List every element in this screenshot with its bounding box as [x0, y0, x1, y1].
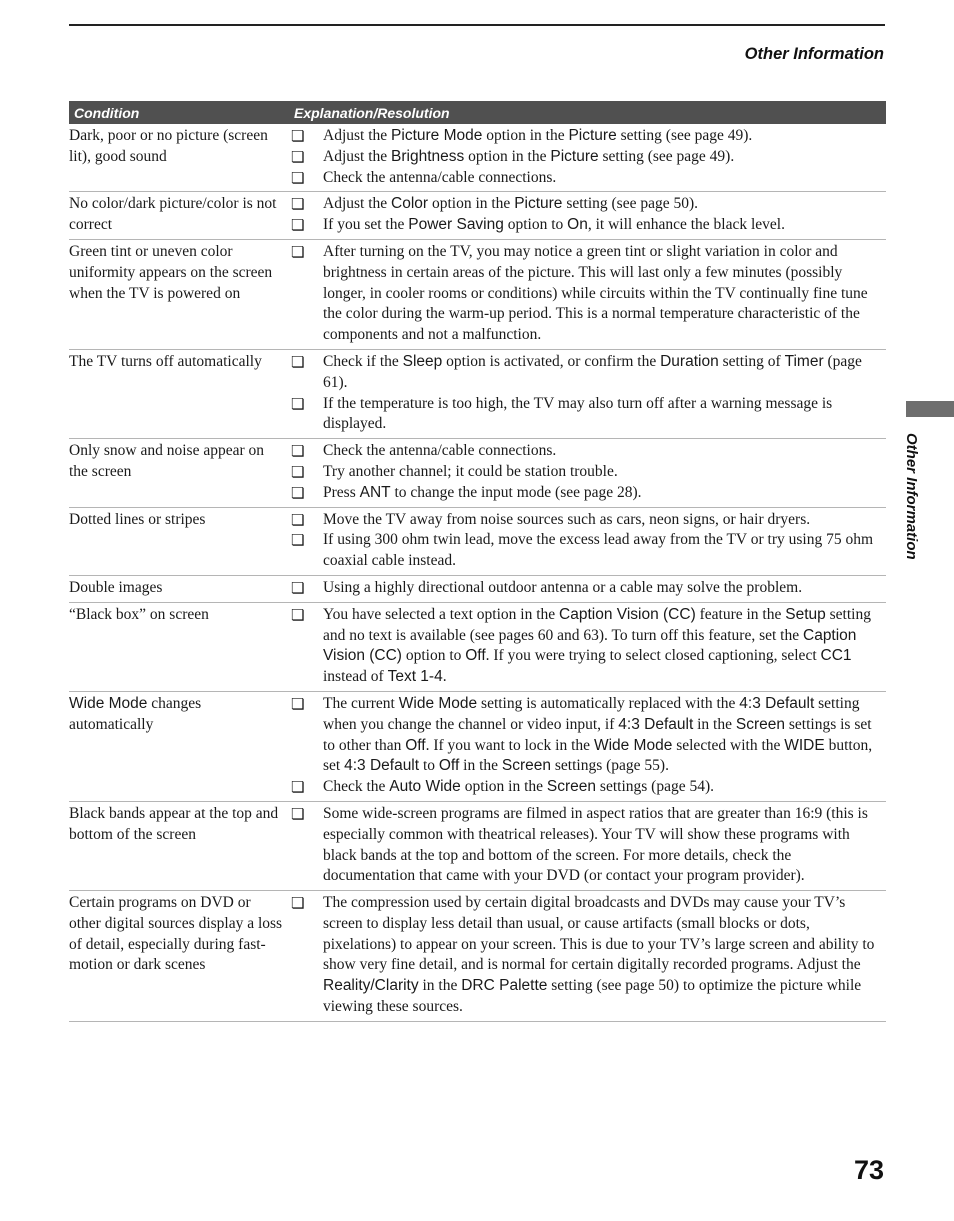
condition-cell: Green tint or uneven color uniformity appears on the screen when the TV is powered on: [69, 242, 273, 302]
condition-cell: “Black box” on screen: [69, 605, 209, 623]
menu-term: Color: [391, 195, 429, 213]
resolution-list: [289, 441, 886, 503]
text-run: . If you want to lock in the: [425, 736, 594, 754]
table-row: [69, 802, 886, 891]
resolution-text: [323, 462, 886, 483]
menu-term: Wide Mode: [593, 736, 673, 754]
text-run: .: [442, 668, 447, 686]
resolution-item: [289, 605, 886, 688]
resolution-text: [323, 147, 886, 168]
text-run: selected with the: [672, 736, 785, 754]
resolution-list: [289, 804, 886, 887]
condition-text: Wide Mode: [69, 694, 148, 712]
page-number: 73: [853, 1155, 884, 1185]
text-run: , it will enhance the black level.: [587, 216, 785, 234]
resolution-item: [289, 483, 886, 504]
text-run: option is activated, or confirm the: [442, 352, 661, 370]
resolution-list: [289, 605, 886, 688]
text-run: Adjust the: [323, 147, 392, 165]
text-run: Move the TV away from noise sources such as cars, neon signs, or hair dryers.: [323, 510, 811, 528]
text-run: Check the antenna/cable connections.: [323, 442, 557, 460]
resolution-list: [289, 242, 886, 346]
condition-text: changes automatically: [69, 694, 202, 733]
checkbox-bullet-icon: [289, 441, 323, 462]
resolution-item: [289, 168, 886, 189]
resolution-item: [289, 804, 886, 887]
menu-term: Picture: [568, 127, 617, 144]
resolution-text: [323, 893, 886, 1018]
text-run: Check the antenna/cable connections.: [323, 168, 557, 186]
text-run: If using 300 ohm twin lead, move the excess lead away from the TV or try using 75 ohm coaxial cable instead.: [323, 531, 874, 570]
text-run: option in the: [464, 147, 551, 165]
text-run: setting (see page 49).: [598, 147, 735, 165]
table-row: [69, 350, 886, 439]
checkbox-bullet-icon: [289, 168, 323, 189]
condition-cell: The TV turns off automatically: [69, 352, 262, 370]
resolution-text: [323, 510, 886, 531]
menu-term: Wide Mode: [398, 694, 478, 712]
checkbox-bullet-icon: [289, 510, 323, 531]
table-row: [69, 240, 886, 350]
menu-term: Caption Vision (CC): [323, 626, 857, 665]
resolution-item: [289, 530, 886, 572]
table-header: [69, 101, 886, 124]
resolution-list: [289, 578, 886, 599]
checkbox-bullet-icon: [289, 352, 323, 394]
menu-term: Power Saving: [408, 216, 504, 234]
resolution-text: [323, 530, 886, 572]
resolution-item: [289, 462, 886, 483]
checkbox-bullet-icon: [289, 804, 323, 887]
resolution-list: [289, 352, 886, 435]
text-run: The current: [323, 694, 399, 712]
menu-term: Picture: [550, 147, 599, 165]
menu-term: Off: [438, 757, 460, 775]
text-run: option to: [503, 216, 568, 234]
condition-cell: Only snow and noise appear on the screen: [69, 442, 264, 480]
menu-term: Setup: [785, 605, 826, 623]
text-run: setting (see page 50).: [562, 195, 699, 213]
menu-term: Screen: [501, 757, 552, 775]
text-run: settings is set to other than: [323, 715, 872, 754]
text-run: Adjust the: [323, 127, 392, 144]
menu-term: Brightness: [391, 147, 465, 165]
text-run: instead of: [323, 668, 388, 686]
menu-term: Duration: [660, 352, 719, 370]
header-condition: Condition: [74, 104, 140, 121]
resolution-text: [323, 483, 886, 504]
resolution-list: [289, 694, 886, 798]
text-run: feature in the: [695, 605, 786, 623]
menu-term: Off: [465, 647, 486, 665]
text-run: setting (see page 49).: [616, 127, 753, 144]
checkbox-bullet-icon: [289, 777, 323, 798]
resolution-item: [289, 510, 886, 531]
checkbox-bullet-icon: [289, 605, 323, 688]
checkbox-bullet-icon: [289, 893, 323, 1018]
checkbox-bullet-icon: [289, 694, 323, 777]
resolution-list: [289, 194, 886, 236]
checkbox-bullet-icon: [289, 194, 323, 215]
resolution-item: [289, 126, 886, 147]
text-run: Using a highly directional outdoor antenna or a cable may solve the problem.: [323, 578, 803, 596]
menu-term: WIDE: [784, 736, 825, 754]
condition-cell: No color/dark picture/color is not correct: [69, 195, 277, 234]
menu-term: Text 1-4: [387, 668, 443, 686]
text-run: You have selected a text option in the: [323, 605, 560, 623]
text-run: settings (page 54).: [596, 778, 714, 796]
text-run: . If you were trying to select closed captioning, select: [485, 647, 821, 665]
menu-term: On: [567, 216, 588, 234]
resolution-text: [323, 441, 886, 462]
resolution-item: [289, 578, 886, 599]
text-run: setting is automatically replaced with the: [477, 694, 740, 712]
resolution-item: [289, 242, 886, 346]
text-run: If you set the: [323, 216, 409, 234]
side-tab-label-wrap: [898, 433, 920, 583]
checkbox-bullet-icon: [289, 578, 323, 599]
menu-term: Timer: [784, 352, 824, 370]
menu-term: Picture: [514, 195, 563, 213]
text-run: setting when you change the channel or video input, if: [323, 694, 860, 733]
resolution-text: [323, 804, 886, 887]
checkbox-bullet-icon: [289, 215, 323, 236]
condition-cell: Certain programs on DVD or other digital sources display a loss of detail, especially during fast-motion or dark scenes: [69, 894, 283, 974]
text-run: button, set: [323, 736, 873, 775]
menu-term: Screen: [546, 778, 597, 796]
table-row: [69, 508, 886, 576]
troubleshooting-table: [69, 101, 886, 1022]
checkbox-bullet-icon: [289, 462, 323, 483]
condition-cell: Double images: [69, 578, 163, 596]
condition-cell: Black bands appear at the top and bottom of the screen: [69, 804, 279, 843]
side-tab-label: Other Information: [903, 433, 920, 560]
resolution-item: [289, 352, 886, 394]
table-row: [69, 891, 886, 1022]
condition-cell: Dotted lines or stripes: [69, 510, 206, 528]
text-run: in the: [459, 757, 502, 775]
text-run: Try another channel; it could be station trouble.: [323, 462, 618, 480]
checkbox-bullet-icon: [289, 126, 323, 147]
resolution-text: [323, 215, 886, 236]
checkbox-bullet-icon: [289, 242, 323, 346]
resolution-list: [289, 893, 886, 1018]
menu-term: ANT: [359, 483, 391, 501]
text-run: (page 61).: [323, 352, 862, 391]
resolution-text: [323, 578, 886, 599]
checkbox-bullet-icon: [289, 147, 323, 168]
table-row: [69, 124, 886, 192]
menu-term: Reality/Clarity: [323, 977, 419, 995]
checkbox-bullet-icon: [289, 394, 323, 436]
table-row: [69, 692, 886, 802]
table-row: [69, 439, 886, 507]
text-run: setting of: [718, 352, 785, 370]
menu-term: CC1: [820, 647, 852, 665]
menu-term: Auto Wide: [389, 778, 461, 796]
table-body: [69, 124, 886, 1022]
resolution-item: [289, 441, 886, 462]
resolution-item: [289, 777, 886, 798]
table-row: [69, 576, 886, 603]
condition-cell: [69, 694, 289, 798]
text-run: setting and no text is available (see pages 60 and 63). To turn off this feature, set the: [323, 605, 871, 644]
resolution-item: [289, 147, 886, 168]
resolution-text: [323, 194, 886, 215]
table-row: [69, 603, 886, 692]
resolution-item: [289, 194, 886, 215]
menu-term: 4:3 Default: [618, 715, 694, 733]
text-run: Some wide-screen programs are filmed in aspect ratios that are greater than 16:9 (this is especially common with theatrical releases). Your TV will show these programs with black bands at the top and bottom of the screen. For more details, check the documentation that came with your DVD (or contact your program provider).: [323, 804, 868, 885]
text-run: Adjust the: [323, 195, 392, 213]
text-run: After turning on the TV, you may notice a green tint or slight variation in color and brightness in certain areas of the picture. This will last only a few minutes (possibly longer, in cooler rooms or conditions) while circuits within the TV continually fine tune the color during the warm-up period. This is a normal temperature characteristic of the components and not a malfunction.: [323, 242, 868, 344]
resolution-text: [323, 168, 886, 189]
resolution-text: [323, 694, 886, 777]
resolution-text: [323, 605, 886, 688]
section-title: Other Information: [744, 45, 884, 63]
header-explanation: Explanation/Resolution: [294, 104, 450, 121]
text-run: Press: [323, 483, 360, 501]
top-rule: [69, 24, 885, 26]
resolution-item: [289, 893, 886, 1018]
resolution-item: [289, 394, 886, 436]
menu-term: 4:3 Default: [344, 757, 420, 775]
text-run: option in the: [460, 778, 547, 796]
resolution-text: [323, 394, 886, 436]
resolution-item: [289, 694, 886, 777]
text-run: to: [419, 757, 439, 775]
text-run: setting (see page 50) to optimize the picture while viewing these sources.: [323, 977, 862, 1016]
text-run: option to: [401, 647, 466, 665]
resolution-text: [323, 126, 886, 147]
text-run: option in the: [482, 127, 569, 144]
text-run: option in the: [428, 195, 515, 213]
checkbox-bullet-icon: [289, 530, 323, 572]
side-tab-marker: [906, 401, 954, 417]
resolution-item: [289, 215, 886, 236]
condition-cell: Dark, poor or no picture (screen lit), good sound: [69, 127, 268, 165]
text-run: settings (page 55).: [551, 757, 669, 775]
menu-term: Screen: [735, 715, 785, 733]
text-run: in the: [418, 977, 462, 995]
menu-term: 4:3 Default: [739, 694, 815, 712]
table-row: [69, 192, 886, 240]
resolution-text: [323, 242, 886, 346]
resolution-list: [289, 126, 886, 188]
menu-term: Picture Mode: [391, 127, 483, 144]
text-run: If the temperature is too high, the TV may also turn off after a warning message is displayed.: [323, 394, 833, 433]
text-run: in the: [693, 715, 736, 733]
menu-term: Off: [405, 736, 426, 754]
text-run: Check if the: [323, 352, 403, 370]
menu-term: DRC Palette: [461, 977, 548, 995]
resolution-text: [323, 352, 886, 394]
text-run: to change the input mode (see page 28).: [390, 483, 642, 501]
resolution-text: [323, 777, 886, 798]
menu-term: Caption Vision (CC): [559, 605, 696, 623]
menu-term: Sleep: [402, 352, 443, 370]
text-run: The compression used by certain digital broadcasts and DVDs may cause your TV’s screen to display less detail than usual, or cause artifacts (small blocks or dots, pixelations) to appear on your screen. This is due to your TV’s large screen and ability to show very fine detail, and is normal for certain digitally recorded programs. Adjust the: [323, 894, 875, 974]
resolution-list: [289, 510, 886, 572]
checkbox-bullet-icon: [289, 483, 323, 504]
text-run: Check the: [323, 778, 390, 796]
